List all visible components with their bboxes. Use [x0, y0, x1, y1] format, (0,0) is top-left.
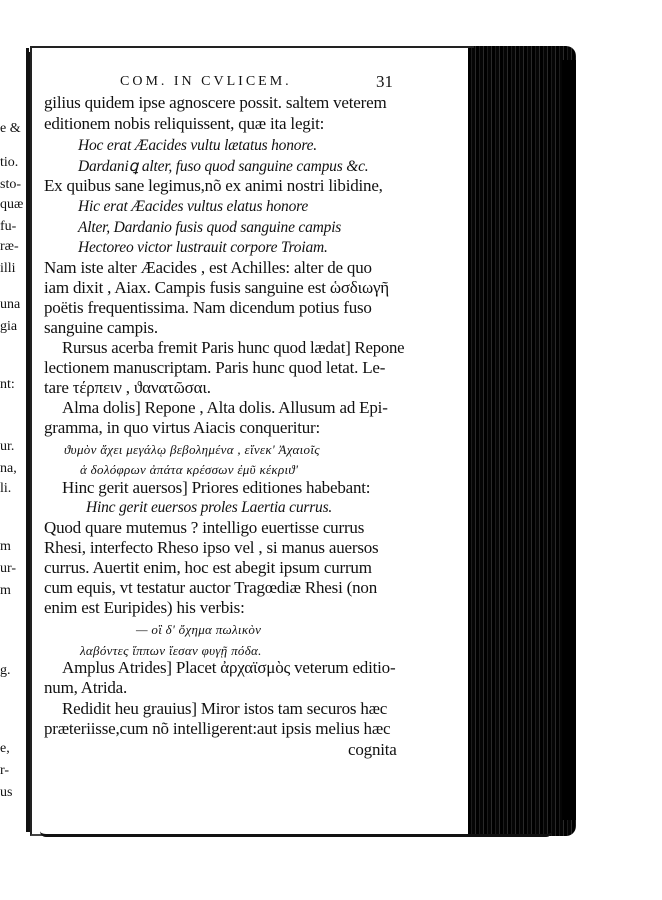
left-page-fragment: fu- [0, 219, 17, 234]
left-page-fragment: una [0, 297, 21, 312]
text-line: Nam iste alter Æacides , est Achilles: alter de quo [44, 258, 372, 277]
left-page-fragment: g. [0, 663, 11, 678]
text-line: gilius quidem ipse agnoscere possit. saltem veterem [44, 93, 387, 112]
left-page-fragment: tio. [0, 155, 19, 170]
page-block-shadow [562, 60, 576, 820]
quotation-line: Dardaniꝗ alter, fuso quod sanguine campus &c. [78, 158, 369, 175]
text-line: Rhesi, interfecto Rheso ipso vel , si manus auersos [44, 538, 379, 557]
left-page-fragment: r- [0, 763, 10, 778]
quotation-line: Hectoreo victor lustrauit corpore Troiam. [78, 239, 328, 256]
lemma-line: Rursus acerba fremit Paris hunc quod lædat] Repone [62, 338, 405, 357]
page-bottom-edge [40, 826, 552, 837]
left-page-fragment: illi [0, 261, 16, 276]
text-line: enim est Euripides) his verbis: [44, 598, 245, 617]
left-page-fragment: quæ [0, 197, 24, 212]
left-page-fragment: nt: [0, 377, 15, 392]
left-page-fragment: gia [0, 319, 18, 334]
left-page-fragment: us [0, 785, 13, 800]
left-page-fragment: m [0, 583, 11, 598]
greek-quotation-line: ϑυμὸν ἄχει μεγάλῳ βεβολημένα , εἵνεκ' Ἀχαιοῖς [64, 442, 320, 457]
text-line: præteriisse,cum nõ intelligerent:aut ipsis melius hæc [44, 719, 391, 738]
left-page-fragment: ræ- [0, 239, 19, 254]
text-line: editionem nobis reliquissent, quæ ita legit: [44, 114, 325, 133]
text-line: tare τέρπειν , ϑανατῶσαι. [44, 378, 211, 397]
text-line: Ex quibus sane legimus,nõ ex animi nostri libidine, [44, 176, 383, 195]
text-line: currus. Auertit enim, hoc est abegit ipsum currum [44, 558, 372, 577]
greek-quotation-line: λαβόντες ἵππων ἵεσαν φυγῇ πόδα. [80, 643, 262, 658]
text-line: num, Atrida. [44, 678, 128, 697]
left-page-fragment: m [0, 539, 11, 554]
catchword: cognita [348, 740, 397, 759]
text-line: sanguine campis. [44, 318, 158, 337]
text-line: lectionem manuscriptam. Paris hunc quod letat. Le- [44, 358, 386, 377]
greek-quotation-line: ἁ δολόφρων ἀπάτα κρέσσων ἐμῦ κέκριϑ' [80, 462, 299, 477]
left-page-fragment: sto- [0, 177, 21, 192]
greek-quotation-line: — οἳ δ' ὄχημα πωλικὸν [136, 622, 262, 637]
left-page-fragment: ur- [0, 561, 17, 576]
text-line: Quod quare mutemus ? intelligo euertisse currus [44, 518, 365, 537]
left-page-fragment: li. [0, 481, 12, 496]
running-head: COM. IN CVLICEM. [120, 74, 292, 89]
lemma-line: Alma dolis] Repone , Alta dolis. Allusum ad Epi- [62, 398, 388, 417]
quotation-line: Hinc gerit euersos proles Laertia currus. [86, 499, 333, 516]
quotation-line: Hoc erat Æacides vultu lætatus honore. [78, 137, 317, 154]
page-number: 31 [376, 72, 393, 91]
left-page-fragment: e, [0, 741, 10, 756]
left-page-fragment: na, [0, 461, 17, 476]
text-line: iam dixit , Aiax. Campis fusis sanguine est ὡσδιωγῆ [44, 278, 389, 297]
left-page-fragment: ur. [0, 439, 15, 454]
left-page-fragment: e & [0, 121, 21, 136]
text-line: cum equis, vt testatur auctor Tragœdiæ Rhesi (non [44, 578, 377, 597]
lemma-line: Hinc gerit auersos] Priores editiones habebant: [62, 478, 371, 497]
text-line: gramma, in quo virtus Aiacis conqueritur: [44, 418, 321, 437]
left-facing-page [0, 48, 29, 828]
lemma-line: Redidit heu grauius] Miror istos tam securos hæc [62, 699, 388, 718]
text-line: poëtis frequentissima. Nam dicendum potius fuso [44, 298, 372, 317]
lemma-line: Amplus Atrides] Placet ἀρχαϊσμὸς veterum editio- [62, 658, 396, 677]
page-block-edge [468, 46, 576, 836]
quotation-line: Alter, Dardanio fusis quod sanguine campis [78, 219, 342, 236]
quotation-line: Hic erat Æacides vultus elatus honore [78, 198, 309, 215]
